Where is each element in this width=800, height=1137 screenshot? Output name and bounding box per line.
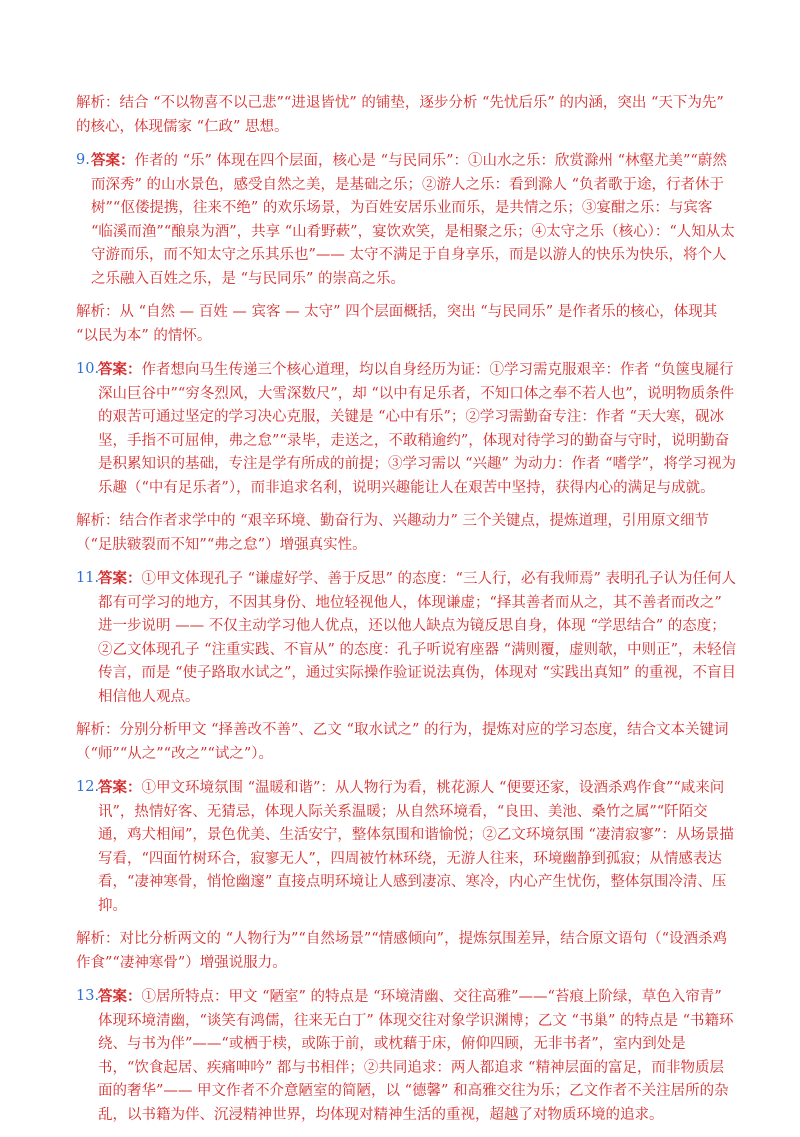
analysis-prefix: 解析： (76, 931, 120, 947)
item-number: 13. (76, 988, 100, 1004)
analysis-text: 对比分析两文的 “人物行为”“自然场景”“情感倾向”，提炼氛围差异，结合原文语句（“设酒杀鸡作食”“凄神寒骨”）增强说服力。 (76, 931, 727, 971)
answer-label: 答案： (98, 779, 142, 796)
analysis-prefix: 解析： (76, 304, 120, 320)
answer-item-13 (76, 985, 736, 1127)
item-number: 12. (76, 779, 100, 795)
analysis-text: 从 “自然 — 百姓 — 宾客 — 太守” 四个层面概括，突出 “与民同乐” 是作者乐的核心，体现其 “以民为本” 的情怀。 (76, 304, 718, 344)
answer-label: 答案： (98, 570, 142, 587)
answer-text: 作者的 “乐” 体现在四个层面，核心是 “与民同乐”：①山水之乐：欣赏滁州 “林壑尤美”“蔚然而深秀” 的山水景色，感受自然之美，是基础之乐；②游人之乐：看到滁人 “负者歌于途，行者休于树”“伛偻提携，往来不绝” 的欢乐场景，为百姓安居乐业而乐，是共情之乐；③宴酣之乐：与宾客 “临溪而渔”“酿泉为酒”，共享 “山肴野蔌”，宴饮欢笑，是相聚之乐；④太守之乐（核心）：“人知从太守游而乐，而不知太守之乐其乐也”—— 太守不满足于自身享乐，而是以游人的快乐为快乐，将个人之乐融入百姓之乐，是 “与民同乐” 的崇高之乐。 (91, 153, 735, 287)
answer-text: ①甲文体现孔子 “谦虚好学、善于反思” 的态度：“三人行，必有我师焉” 表明孔子认为任何人都有可学习的地方，不因其身份、地位轻视他人，体现谦虚；“择其善者而从之，其不善者而改之” 进一步说明 —— 不仅主动学习他人优点，还以他人缺点为镜反思自身，体现 “学思结合” 的态度；②乙文体现孔子 “注重实践、不盲从” 的态度：孔子听说宥座器 “满则覆，虚则欹，中则正”，未轻信传言，而是 “使子路取水试之”，通过实际操作验证说法真伪，体现对 “实践出真知” 的重视，不盲目相信他人观点。 (98, 571, 736, 705)
answer-text: 作者想向马生传递三个核心道理，均以自身经历为证：①学习需克服艰辛：作者 “负箧曳屣行深山巨谷中”“穷冬烈风，大雪深数尺”，却 “以中有足乐者，不知口体之奉不若人也”，说明物质条件的艰苦可通过坚定的学习决心克服，关键是 “心中有乐”；②学习需勤奋专注：作者 “天大寒，砚冰坚，手指不可屈伸，弗之怠”“录毕，走送之，不敢稍逾约”，体现对待学习的勤奋与守时，说明勤奋是积累知识的基础，专注是学有所成的前提；③学习需以 “兴趣” 为动力：作者 “嗜学”，将学习视为乐趣（“中有足乐者”），而非追求名利，说明兴趣能让人在艰苦中坚持，获得内心的满足与成就。 (98, 362, 736, 496)
answer-item-11 (76, 567, 736, 709)
analysis-paragraph (76, 719, 736, 766)
analysis-prefix: 解析： (76, 722, 120, 738)
item-number: 9. (76, 152, 90, 168)
answer-label: 答案： (91, 152, 135, 169)
answer-label: 答案： (98, 361, 142, 378)
document-page (76, 92, 736, 1137)
answer-item-12 (76, 776, 736, 918)
analysis-text: 结合作者求学中的 “艰辛环境、勤奋行为、兴趣动力” 三个关键点，提炼道理，引用原文细节（“足肤皲裂而不知”“弗之怠”）增强真实性。 (76, 513, 710, 553)
analysis-text: 结合 “不以物喜不以己悲”“进退皆忧” 的铺垫，逐步分析 “先忧后乐” 的内涵，突出 “天下为先” 的核心，体现儒家 “仁政” 思想。 (76, 95, 724, 135)
analysis-paragraph (76, 301, 736, 348)
answer-item-9 (76, 149, 736, 291)
analysis-prefix: 解析： (76, 513, 120, 529)
item-number: 10. (76, 361, 100, 377)
answer-text: ①甲文环境氛围 “温暖和谐”：从人物行为看，桃花源人 “便要还家，设酒杀鸡作食”“咸来问讯”，热情好客、无猜忌，体现人际关系温暖；从自然环境看，“良田、美池、桑竹之属”“阡陌交通，鸡犬相闻”，景色优美、生活安宁，整体氛围和谐愉悦；②乙文环境氛围 “凄清寂寥”：从场景描写看，“四面竹树环合，寂寥无人”，四周被竹林环绕，无游人往来，环境幽静到孤寂；从情感表达看，“凄神寒骨，悄怆幽邃” 直接点明环境让人感到凄凉、寒冷，内心产生忧伤，整体氛围冷清、压抑。 (98, 780, 734, 914)
analysis-text: 分别分析甲文 “择善改不善”、乙文 “取水试之” 的行为，提炼对应的学习态度，结合文本关键词（“师”“从之”“改之”“试之”）。 (76, 722, 729, 762)
analysis-paragraph (76, 928, 736, 975)
analysis-paragraph (76, 510, 736, 557)
answer-label: 答案： (98, 988, 142, 1005)
analysis-prefix: 解析： (76, 95, 120, 111)
answer-item-10 (76, 358, 736, 500)
answer-text: ①居所特点：甲文 “陋室” 的特点是 “环境清幽、交往高雅”——“苔痕上阶绿，草色入帘青” 体现环境清幽，“谈笑有鸿儒，往来无白丁” 体现交往对象学识渊博；乙文 “书巢” 的特点是 “书籍环绕、与书为伴”——“或栖于椟，或陈于前，或枕藉于床，俯仰四顾，无非书者”，室内到处是书，“饮食起居、疾痛呻吟” 都与书相伴；②共同追求：两人都追求 “精神层面的富足，而非物质层面的奢华”—— 甲文作者不介意陋室的简陋，以 “德馨” 和高雅交往为乐；乙文作者不关注居所的杂乱，以书籍为伴、沉浸精神世界，均体现对精神生活的重视，超越了对物质环境的追求。 (98, 989, 734, 1123)
analysis-paragraph (76, 92, 736, 139)
item-number: 11. (76, 570, 100, 586)
